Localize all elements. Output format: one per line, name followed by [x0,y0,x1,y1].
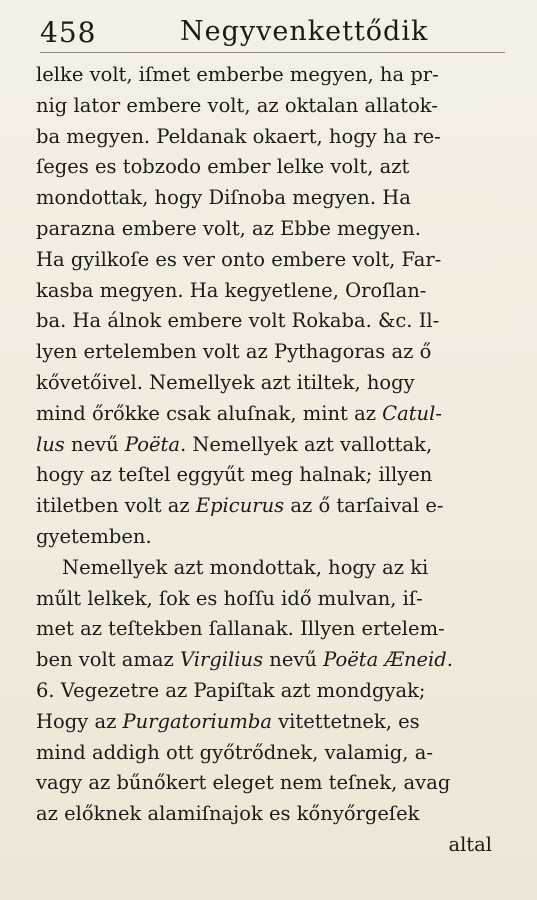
text-segment: met az teſtekben ſallanak. Illyen ertelem- [36,617,445,641]
text-segment: 6. Vegezetre az Papiſtak azt mondgyak; [36,678,426,702]
text-line [36,676,502,707]
italic-text: Poëta Æneid. [323,648,453,672]
text-line [36,276,502,307]
text-segment: ſeges es tobzodo ember lelke volt, azt [36,155,410,179]
text-line [36,399,502,430]
text-segment: Hogy az [36,709,123,733]
text-line [36,522,502,553]
text-line [36,614,502,645]
text-line [36,430,502,461]
text-line [36,60,502,91]
text-line [36,152,502,183]
text-segment: nevű [263,648,324,672]
text-segment: kővetőivel. Nemellyek azt itiltek, hogy [36,370,415,394]
text-line [36,584,502,615]
italic-text: Poëta. [124,432,187,456]
text-segment: az ő tarſaival e- [284,494,444,518]
text-line [36,337,502,368]
text-segment: ba megyen. Peldanak okaert, hogy ha re- [36,124,441,148]
text-line [36,183,502,214]
text-segment: nevű [64,432,125,456]
text-segment: hogy az teſtel eggyűt meg halnak; illyen [36,463,433,487]
italic-text: Epicurus [195,494,285,518]
text-segment: mind őrőkke csak aluſnak, mint az [36,401,383,425]
text-line [36,491,502,522]
text-segment: ben volt amaz [36,648,181,672]
text-segment: nig lator embere volt, az oktalan allatok- [36,93,438,117]
text-line [36,368,502,399]
text-segment: itiletben volt az [36,494,196,518]
text-segment: kasba megyen. Ha kegyetlene, Oroſlan- [36,278,427,302]
text-line [36,768,502,799]
text-segment: Nemellyek azt mondottak, hogy az ki [62,555,429,579]
text-line [36,799,502,830]
text-line [36,830,502,861]
text-segment: gyetemben. [36,524,152,548]
text-line [36,460,502,491]
italic-text: Catul- [382,401,442,425]
italic-text: Purgatoriumba [122,709,272,733]
text-line [36,645,502,676]
text-segment: lelke volt, iſmet emberbe megyen, ha pr- [36,63,439,86]
text-segment: vagy az bűnőkert eleget nem teſnek, avag [36,771,451,795]
italic-text: lus [36,432,65,456]
text-line [36,91,502,122]
text-segment: mind addigh ott győtrődnek, valamig, a- [36,740,433,764]
text-line [36,306,502,337]
text-segment: altal [448,832,492,856]
text-line [36,738,502,769]
text-segment: lyen ertelemben volt az Pythagoras az ő [36,340,432,364]
header-rule [40,52,505,53]
text-segment: műlt lelkek, ſok es hoſſu idő mulvan, iſ- [36,586,423,610]
text-segment: mondottak, hogy Diſnoba megyen. Ha [36,186,411,210]
text-segment: vitettetnek, es [271,709,420,733]
text-segment: parazna embere volt, az Ebbe megyen. [36,216,421,240]
text-line [36,707,502,738]
running-head: Negyvenkettődik [180,16,429,47]
page-header [40,14,510,54]
text-segment: az előknek alamiſnajok es kőnyőrgeſek [36,802,420,826]
body-text [36,60,502,861]
text-line [36,214,502,245]
text-line [36,553,502,584]
text-line [36,245,502,276]
text-segment: Nemellyek azt vallottak, [186,432,433,456]
text-segment: Ha gyilkoſe es ver onto embere volt, Far- [36,247,442,271]
text-line [36,122,502,153]
page-number: 458 [40,16,97,49]
text-segment: ba. Ha álnok embere volt Rokaba. &c. Il- [36,309,440,333]
italic-text: Virgilius [180,648,264,672]
